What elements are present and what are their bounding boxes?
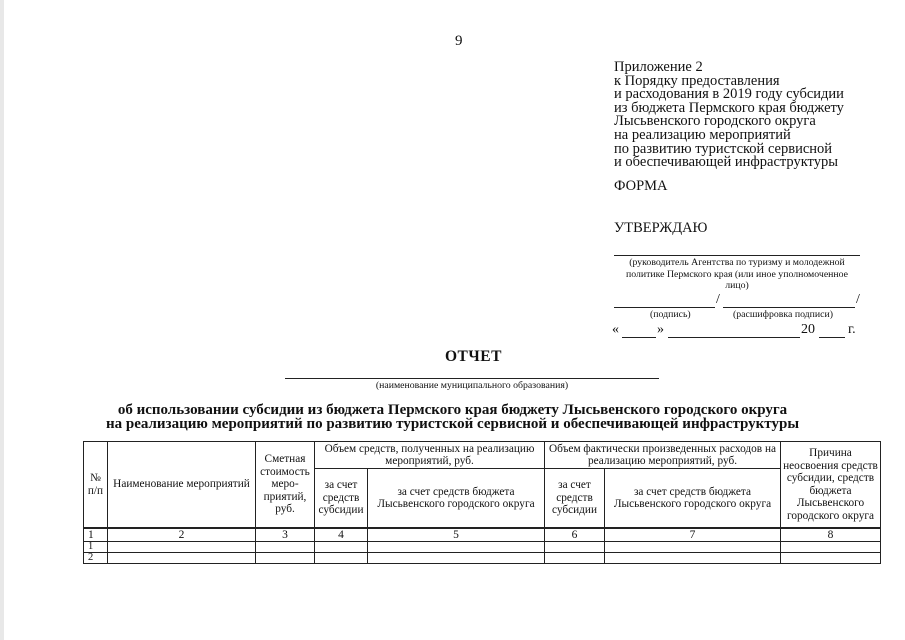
- table-cell: [108, 553, 256, 564]
- row-number: 1: [84, 542, 108, 553]
- appendix-line: из бюджета Пермского края бюджету: [614, 99, 844, 116]
- table-cell: [545, 553, 605, 564]
- approve-title: УТВЕРЖДАЮ: [614, 220, 708, 236]
- table-cell: [781, 553, 881, 564]
- column-number: 7: [605, 528, 781, 542]
- table-row: [84, 542, 881, 553]
- signature-line: [614, 307, 715, 308]
- slash-end: /: [856, 292, 860, 307]
- decoding-caption: (расшифровка подписи): [733, 309, 834, 320]
- scan-edge: [0, 0, 4, 640]
- header-cost: Сметная стоимость меро-приятий, руб.: [256, 442, 315, 529]
- page-number: 9: [455, 33, 463, 49]
- header-spent-subsidy: за счет средств субсидии: [545, 469, 605, 529]
- year-line: [819, 337, 845, 338]
- header-spent-budget: за счет средств бюджета Лысьвенского городского округа: [605, 469, 781, 529]
- report-table: [83, 441, 881, 564]
- table-cell: [256, 542, 315, 553]
- year-suffix: г.: [848, 322, 856, 337]
- header-received-budget: за счет средств бюджета Лысьвенского городского округа: [368, 469, 545, 529]
- table-row: [84, 553, 881, 564]
- appendix-line: Лысьвенского городского округа: [614, 113, 816, 130]
- table-cell: [605, 553, 781, 564]
- signature-caption: (подпись): [650, 309, 691, 320]
- table-cell: [256, 553, 315, 564]
- appendix-block: [614, 61, 844, 170]
- header-reason: Причина неосвоения средств субсидии, средств бюджета Лысьвенского городского округа: [781, 442, 881, 529]
- column-number: 8: [781, 528, 881, 542]
- table-cell: [368, 542, 545, 553]
- report-subtitle-line1: об использовании субсидии из бюджета Пермского края бюджету Лысьвенского городского округа: [117, 402, 788, 418]
- column-number-row: [84, 528, 881, 542]
- table-cell: [781, 542, 881, 553]
- table-cell: [545, 542, 605, 553]
- report-title: ОТЧЕТ: [445, 348, 502, 365]
- column-number: 4: [315, 528, 368, 542]
- table-cell: [315, 553, 368, 564]
- form-label: ФОРМА: [614, 178, 668, 194]
- year-prefix: 20: [801, 322, 815, 337]
- header-received: Объем средств, полученных на реализацию мероприятий, руб.: [315, 442, 545, 469]
- municipality-caption: (наименование муниципального образования): [375, 380, 569, 391]
- table-cell: [315, 542, 368, 553]
- appendix-line: к Порядку предоставления: [614, 72, 780, 89]
- appendix-line: по развитию туристской сервисной: [614, 140, 833, 157]
- appendix-line: и обеспечивающей инфраструктуры: [614, 154, 838, 171]
- day-line: [622, 337, 656, 338]
- municipality-line: [285, 378, 659, 379]
- appendix-line: и расходования в 2019 году субсидии: [614, 86, 844, 103]
- slash-separator: /: [716, 292, 720, 307]
- column-number: 5: [368, 528, 545, 542]
- report-subtitle-line2: на реализацию мероприятий по развитию туристской сервисной и обеспечивающей инфраструктуры: [105, 416, 800, 432]
- column-number: 3: [256, 528, 315, 542]
- column-number: 2: [108, 528, 256, 542]
- header-name: Наименование мероприятий: [108, 442, 256, 529]
- head-signature-line: [614, 255, 860, 256]
- column-number: 6: [545, 528, 605, 542]
- row-number: 2: [84, 553, 108, 564]
- decoding-line: [723, 307, 855, 308]
- column-number: 1: [84, 528, 108, 542]
- table-cell: [605, 542, 781, 553]
- header-received-subsidy: за счет средств субсидии: [315, 469, 368, 529]
- table-cell: [108, 542, 256, 553]
- table-cell: [368, 553, 545, 564]
- header-spent: Объем фактически произведенных расходов на реализацию мероприятий, руб.: [545, 442, 781, 469]
- month-line: [668, 337, 800, 338]
- date-open-quote: «: [612, 322, 619, 337]
- appendix-line: Приложение 2: [614, 59, 703, 75]
- header-num: № п/п: [84, 442, 108, 529]
- appendix-line: на реализацию мероприятий: [614, 126, 791, 143]
- head-caption: (руководитель Агентства по туризму и молодежной политике Пермского края (или иное уполномоченное лицо): [625, 257, 849, 291]
- date-close-quote: »: [657, 322, 664, 337]
